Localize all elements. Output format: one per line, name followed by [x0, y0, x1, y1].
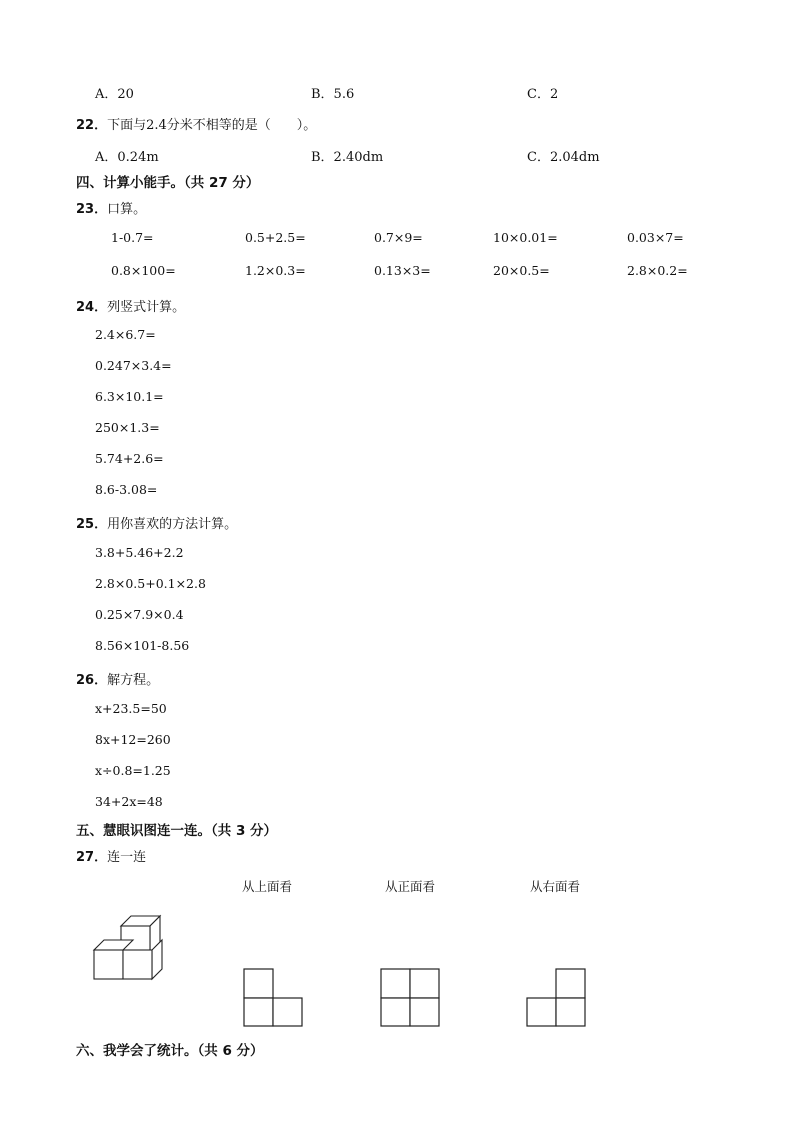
- q22-option-a: A．0.24m: [95, 150, 159, 165]
- question-text: 口算。: [107, 202, 147, 217]
- question-26: [76, 669, 159, 688]
- q25-item-2: 2.8×0.5+0.1×2.8: [95, 576, 206, 591]
- q23-r1c2: 0.5+2.5=: [245, 230, 306, 245]
- q25-item-4: 8.56×101-8.56: [95, 638, 190, 653]
- section-4-heading: 四、计算小能手。（共 27 分）: [76, 175, 260, 191]
- question-number: 25．: [76, 517, 108, 532]
- question-25: [76, 513, 237, 532]
- question-number: 24．: [76, 300, 108, 315]
- q24-item-6: 8.6-3.08=: [95, 482, 158, 497]
- q26-item-3: x÷0.8=1.25: [95, 763, 171, 778]
- section-6-heading: 六、我学会了统计。（共 6 分）: [76, 1043, 264, 1059]
- q23-r2c4: 20×0.5=: [493, 263, 550, 278]
- question-text: 列竖式计算。: [107, 300, 186, 315]
- section-5-heading: 五、慧眼识图连一连。（共 3 分）: [76, 823, 278, 839]
- q22-option-b: B．2.40dm: [311, 150, 384, 165]
- question-number: 22．: [76, 118, 108, 133]
- q24-item-1: 2.4×6.7=: [95, 327, 156, 342]
- q23-r2c2: 1.2×0.3=: [245, 263, 306, 278]
- question-text: 用你喜欢的方法计算。: [107, 517, 238, 532]
- q23-r2c3: 0.13×3=: [374, 263, 431, 278]
- question-27: [76, 846, 146, 865]
- question-24: [76, 296, 185, 315]
- question-23: [76, 198, 146, 217]
- q26-item-4: 34+2x=48: [95, 794, 163, 809]
- q23-r1c3: 0.7×9=: [374, 230, 423, 245]
- question-text: 解方程。: [107, 673, 160, 688]
- q25-item-1: 3.8+5.46+2.2: [95, 545, 184, 560]
- front-view-figure[interactable]: [380, 968, 442, 1028]
- q23-r2c1: 0.8×100=: [111, 263, 176, 278]
- q21-option-a: A．20: [95, 87, 134, 102]
- question-number: 27．: [76, 850, 108, 865]
- question-22: [76, 114, 316, 133]
- q26-item-1: x+23.5=50: [95, 701, 167, 716]
- q23-r1c1: 1-0.7=: [111, 230, 154, 245]
- view-label-right: 从右面看: [530, 879, 581, 894]
- q24-item-5: 5.74+2.6=: [95, 451, 164, 466]
- q23-r2c5: 2.8×0.2=: [627, 263, 688, 278]
- question-number: 23．: [76, 202, 108, 217]
- q21-option-c: C．2: [527, 87, 559, 102]
- right-view-figure[interactable]: [526, 968, 588, 1028]
- q22-option-c: C．2.04dm: [527, 150, 600, 165]
- stacked-cubes-figure: [90, 910, 190, 990]
- question-text: 连一连: [107, 850, 147, 865]
- question-text: 下面与2.4分米不相等的是（ ）。: [107, 118, 317, 133]
- q21-option-b: B．5.6: [311, 87, 355, 102]
- q23-r1c5: 0.03×7=: [627, 230, 684, 245]
- q24-item-4: 250×1.3=: [95, 420, 160, 435]
- q24-item-2: 0.247×3.4=: [95, 358, 172, 373]
- q24-item-3: 6.3×10.1=: [95, 389, 164, 404]
- q26-item-2: 8x+12=260: [95, 732, 171, 747]
- view-label-top: 从上面看: [242, 879, 293, 894]
- q25-item-3: 0.25×7.9×0.4: [95, 607, 184, 622]
- top-view-figure[interactable]: [243, 968, 305, 1028]
- question-number: 26．: [76, 673, 108, 688]
- q23-r1c4: 10×0.01=: [493, 230, 558, 245]
- view-label-front: 从正面看: [385, 879, 436, 894]
